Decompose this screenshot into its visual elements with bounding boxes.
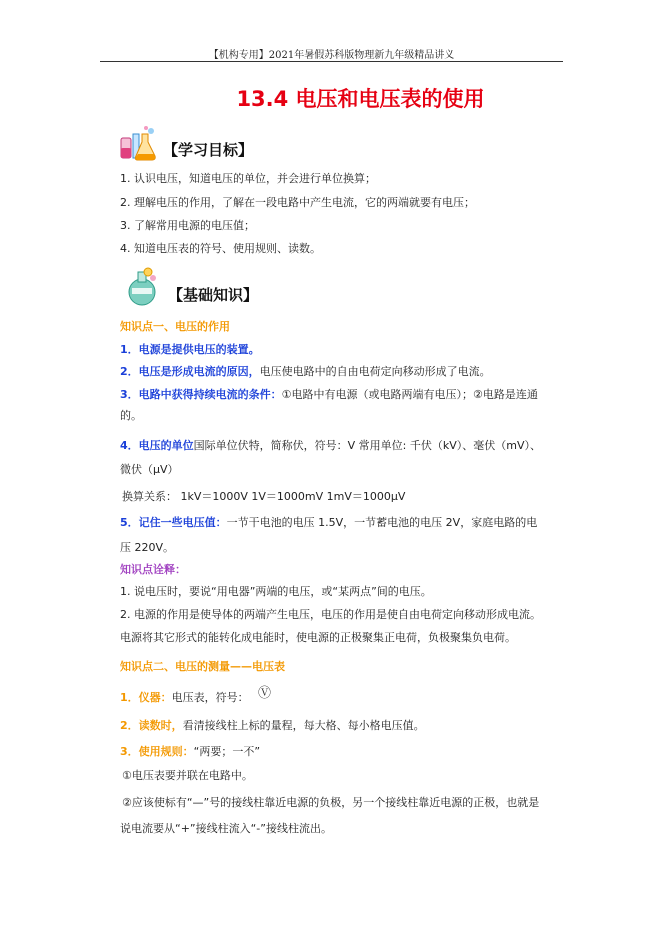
kp2-line-1-bold: 1．仪器： (120, 691, 172, 704)
explain-point-1: 1. 说电压时，要说“用电器”两端的电压，或“某两点”间的电压。 (120, 585, 432, 598)
kp2-line-3 (120, 743, 260, 759)
goal-item: 3. 了解常用电源的电压值； (120, 219, 255, 232)
kp1-line-6-cont: 压 220V。 (120, 541, 175, 554)
kp2-rule-2: ②应该使标有“—”号的接线柱靠近电源的负极，另一个接线柱靠近电源的正极，也就是 (122, 796, 540, 809)
kp2-line-1 (120, 689, 249, 705)
kp1-line-2-rest: 电压使电路中的自由电荷定向移动形成了电流。 (259, 365, 491, 378)
explain-heading: 知识点诠释： (120, 563, 186, 576)
goal-item: 2. 理解电压的作用，了解在一段电路中产生电流，它的两端就要有电压； (120, 196, 475, 209)
kp1-line-6 (120, 514, 537, 530)
section-title-basics: 【基础知识】 (168, 286, 259, 304)
goal-item: 4. 知道电压表的符号、使用规则、读数。 (120, 242, 321, 255)
explain-point-2: 2. 电源的作用是使导体的两端产生电压，电压的作用是使自由电荷定向移动形成电流。 (120, 608, 541, 621)
kp2-line-3-rest: “两要；一不” (193, 745, 261, 758)
kp1-line-3-bold: 3．电路中获得持续电流的条件： (120, 388, 282, 401)
kp1-heading: 知识点一、电压的作用 (120, 320, 230, 333)
kp1-line-4-cont: 微伏（μV） (120, 463, 179, 476)
kp1-line-4-rest: 国际单位伏特，简称伏，符号：V 常用单位: 千伏（kV）、毫伏（mV）、 (193, 439, 542, 452)
voltmeter-symbol-icon: Ⓥ (258, 686, 272, 701)
kp2-line-2 (120, 717, 425, 733)
kp1-line-3-cont: 的。 (120, 409, 142, 422)
kp1-line-6-rest: 一节干电池的电压 1.5V，一节蓄电池的电压 2V，家庭电路的电 (226, 516, 538, 529)
kp1-line-4-bold: 4．电压的单位 (120, 439, 194, 452)
goal-item: 1. 认识电压，知道电压的单位，并会进行单位换算； (120, 172, 376, 185)
kp2-line-2-bold: 2．读数时， (120, 719, 183, 732)
kp1-line-2-bold: 2．电压是形成电流的原因， (120, 365, 260, 378)
kp2-heading: 知识点二、电压的测量——电压表 (120, 660, 285, 673)
header-divider (100, 61, 563, 62)
kp2-rule-1: ①电压表要并联在电路中。 (122, 769, 253, 782)
kp1-conversion: 换算关系： 1kV＝1000V 1V＝1000mV 1mV＝1000μV (122, 490, 406, 503)
section-title-goals: 【学习目标】 (163, 141, 254, 159)
atom-flask-icon (122, 266, 162, 306)
kp1-line-3 (120, 386, 538, 402)
kp1-line-2 (120, 363, 491, 379)
kp2-line-2-rest: 看清接线柱上标的量程，每大格、每小格电压值。 (182, 719, 425, 732)
page-title: 13.4 电压和电压表的使用 (236, 87, 485, 111)
explain-point-2-cont: 电源将其它形式的能转化成电能时，使电源的正极聚集正电荷，负极聚集负电荷。 (120, 631, 516, 644)
kp1-line-4 (120, 437, 541, 453)
kp1-line-1: 1．电源是提供电压的装置。 (120, 343, 260, 356)
kp1-line-3-rest: ①电路中有电源（或电路两端有电压）；②电路是连通 (281, 388, 538, 401)
kp1-line-6-bold: 5．记住一些电压值： (120, 516, 227, 529)
chemistry-flask-icon (118, 124, 158, 164)
kp2-line-1-rest: 电压表，符号： (171, 691, 249, 704)
page-header: 【机构专用】2021年暑假苏科版物理新九年级精品讲义 (208, 50, 455, 61)
kp2-rule-2-cont: 说电流要从“+”接线柱流入“-”接线柱流出。 (120, 822, 332, 835)
kp2-line-3-bold: 3．使用规则： (120, 745, 194, 758)
